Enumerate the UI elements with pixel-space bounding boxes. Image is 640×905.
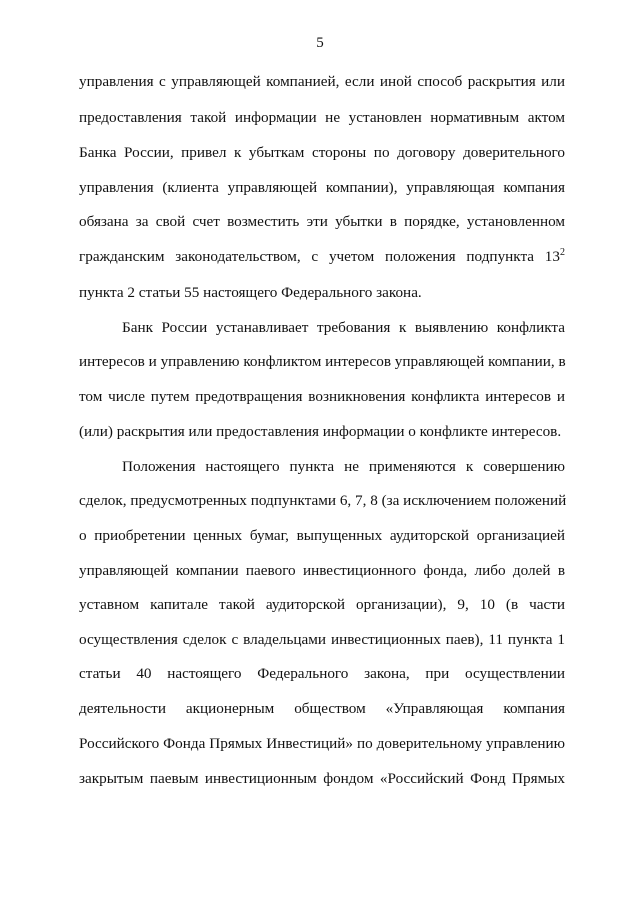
text-line-2: предоставления такой информации не установлен нормативным актом: [79, 109, 565, 126]
text-line-18: статьи 40 настоящего Федерального закона, при осуществлении: [79, 665, 565, 682]
text-line-4: управления (клиента управляющей компании), управляющая компания: [79, 179, 565, 196]
text-line-21: закрытым паевым инвестиционным фондом «Российский Фонд Прямых: [79, 770, 565, 787]
text-line-6-main: гражданским законодательством, с учетом положения подпункта 13: [79, 248, 560, 265]
text-line-20: Российского Фонда Прямых Инвестиций» по доверительному управлению: [79, 735, 565, 752]
text-line-15: управляющей компании паевого инвестиционного фонда, либо долей в: [79, 562, 565, 579]
text-line-3: Банка России, привел к убыткам стороны по договору доверительного: [79, 144, 565, 161]
text-line-10: том числе путем предотвращения возникновения конфликта интересов и: [79, 388, 565, 405]
text-line-14: о приобретении ценных бумаг, выпущенных аудиторской организацией: [79, 527, 565, 544]
text-line-17: осуществления сделок с владельцами инвестиционных паев), 11 пункта 1: [79, 631, 565, 648]
text-line-7: пункта 2 статьи 55 настоящего Федерального закона.: [79, 284, 422, 301]
text-line-1: управления с управляющей компанией, если иной способ раскрытия или: [79, 73, 565, 90]
text-line-9: интересов и управлению конфликтом интересов управляющей компании, в: [79, 353, 566, 370]
text-line-16: уставном капитале такой аудиторской организации), 9, 10 (в части: [79, 596, 565, 613]
text-line-13: сделок, предусмотренных подпунктами 6, 7, 8 (за исключением положений: [79, 492, 567, 509]
text-line-19: деятельности акционерным обществом «Управляющая компания: [79, 700, 565, 717]
text-line-5: обязана за свой счет возместить эти убытки в порядке, установленном: [79, 213, 565, 230]
superscript: 2: [560, 246, 565, 258]
text-line-12: Положения настоящего пункта не применяются к совершению: [122, 458, 565, 475]
text-line-6: [79, 248, 565, 266]
page-number: 5: [316, 35, 324, 51]
text-line-8: Банк России устанавливает требования к выявлению конфликта: [122, 319, 565, 336]
text-line-11: (или) раскрытия или предоставления информации о конфликте интересов.: [79, 423, 562, 440]
